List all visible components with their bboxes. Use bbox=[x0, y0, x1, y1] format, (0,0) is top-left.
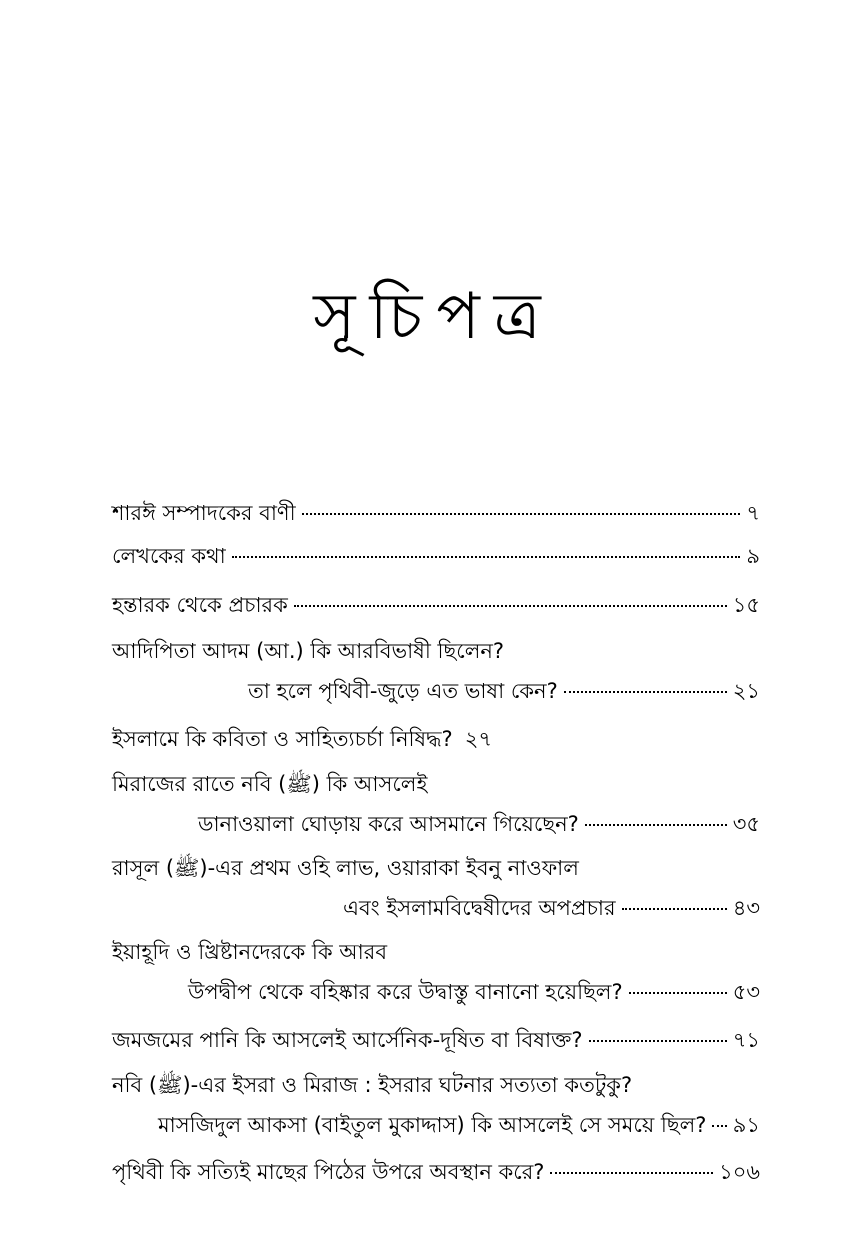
toc-entry-title-line1: রাসূল (ﷺ)-এর প্রথম ওহি লাভ, ওয়ারাকা ইবনু নাওফাল bbox=[112, 856, 579, 880]
toc-entry[interactable] bbox=[112, 851, 760, 885]
toc-entry-page: ৭১ bbox=[732, 1028, 760, 1052]
toc-entry-title-line2: ডানাওয়ালা ঘোড়ায় করে আসমানে গিয়েছেন? bbox=[198, 812, 579, 836]
toc-entry-continuation[interactable] bbox=[188, 975, 760, 1009]
toc-entry-page: ১০৬ bbox=[719, 1160, 760, 1184]
dot-leader bbox=[302, 513, 741, 515]
toc-entry-title: জমজমের পানি কি আসলেই আর্সেনিক-দূষিত বা বিষাক্ত? bbox=[112, 1028, 583, 1052]
dot-leader bbox=[585, 824, 727, 826]
toc-entry[interactable] bbox=[112, 634, 760, 668]
toc-entry-page: ৯১ bbox=[732, 1113, 760, 1137]
dot-leader bbox=[550, 1172, 713, 1174]
toc-entry[interactable] bbox=[112, 1023, 760, 1057]
toc-entry-title: লেখকের কথা bbox=[112, 544, 226, 568]
toc-entry[interactable] bbox=[112, 767, 760, 801]
toc-entry-title: ইসলামে কি কবিতা ও সাহিত্যচর্চা নিষিদ্ধ? bbox=[112, 727, 453, 751]
toc-entry-title: শারঈ সম্পাদকের বাণী bbox=[112, 501, 296, 525]
toc-entry-continuation[interactable] bbox=[158, 1108, 760, 1142]
toc-entry-page: ৫৩ bbox=[732, 980, 760, 1004]
toc-entry-page: ৩৫ bbox=[732, 812, 760, 836]
dot-leader bbox=[294, 605, 727, 607]
toc-entry-title: পৃথিবী কি সত্যিই মাছের পিঠের উপরে অবস্থান করে? bbox=[112, 1160, 545, 1184]
toc-entry-title-line1: মিরাজের রাতে নবি (ﷺ) কি আসলেই bbox=[112, 772, 428, 796]
dot-leader bbox=[629, 992, 727, 994]
toc-entry[interactable] bbox=[112, 1155, 760, 1189]
toc-entry-title-line1: ইয়াহূদি ও খ্রিষ্টানদেরকে কি আরব bbox=[112, 940, 388, 964]
dot-leader bbox=[622, 908, 727, 910]
dot-leader bbox=[564, 691, 727, 693]
dot-leader bbox=[232, 556, 741, 558]
toc-entry-page: ৭ bbox=[746, 501, 760, 525]
toc-entry[interactable] bbox=[112, 722, 760, 756]
toc-entry-page: ২১ bbox=[732, 679, 760, 703]
toc-entry-title-line2: তা হলে পৃথিবী-জুড়ে এত ভাষা কেন? bbox=[248, 679, 558, 703]
toc-entry[interactable] bbox=[112, 1068, 760, 1102]
dot-leader bbox=[589, 1040, 727, 1042]
toc-entry-title-line2: এবং ইসলামবিদ্বেষীদের অপপ্রচার bbox=[343, 896, 616, 920]
toc-entry-page: ৪৩ bbox=[732, 896, 760, 920]
toc-entry[interactable] bbox=[112, 539, 760, 573]
toc-entry-page: ৯ bbox=[746, 544, 760, 568]
toc-entry-title-line2: মাসজিদুল আকসা (বাইতুল মুকাদ্দাস) কি আসলেই সে সময়ে ছিল? bbox=[158, 1113, 707, 1137]
toc-entry[interactable] bbox=[112, 496, 760, 530]
toc-entry-title-line1: নবি (ﷺ)-এর ইসরা ও মিরাজ : ইসরার ঘটনার সত্যতা কতটুকু? bbox=[112, 1073, 633, 1097]
toc-entry[interactable] bbox=[112, 588, 760, 622]
toc-entry-page: ২৭ bbox=[464, 727, 492, 751]
toc-entry-continuation[interactable] bbox=[343, 891, 760, 925]
toc-entry-title-line2: উপদ্বীপ থেকে বহিষ্কার করে উদ্বাস্তু বানানো হয়েছিল? bbox=[188, 980, 623, 1004]
toc-entry-title: হন্তারক থেকে প্রচারক bbox=[112, 593, 288, 617]
toc-entry[interactable] bbox=[112, 935, 760, 969]
toc-entry-page: ১৫ bbox=[732, 593, 760, 617]
toc-entry-continuation[interactable] bbox=[248, 674, 760, 708]
toc-entry-continuation[interactable] bbox=[198, 807, 760, 841]
page-title: সূচিপত্র bbox=[313, 280, 555, 354]
toc-entry-title-line1: আদিপিতা আদম (আ.) কি আরবিভাষী ছিলেন? bbox=[112, 639, 505, 663]
dot-leader bbox=[712, 1125, 726, 1127]
